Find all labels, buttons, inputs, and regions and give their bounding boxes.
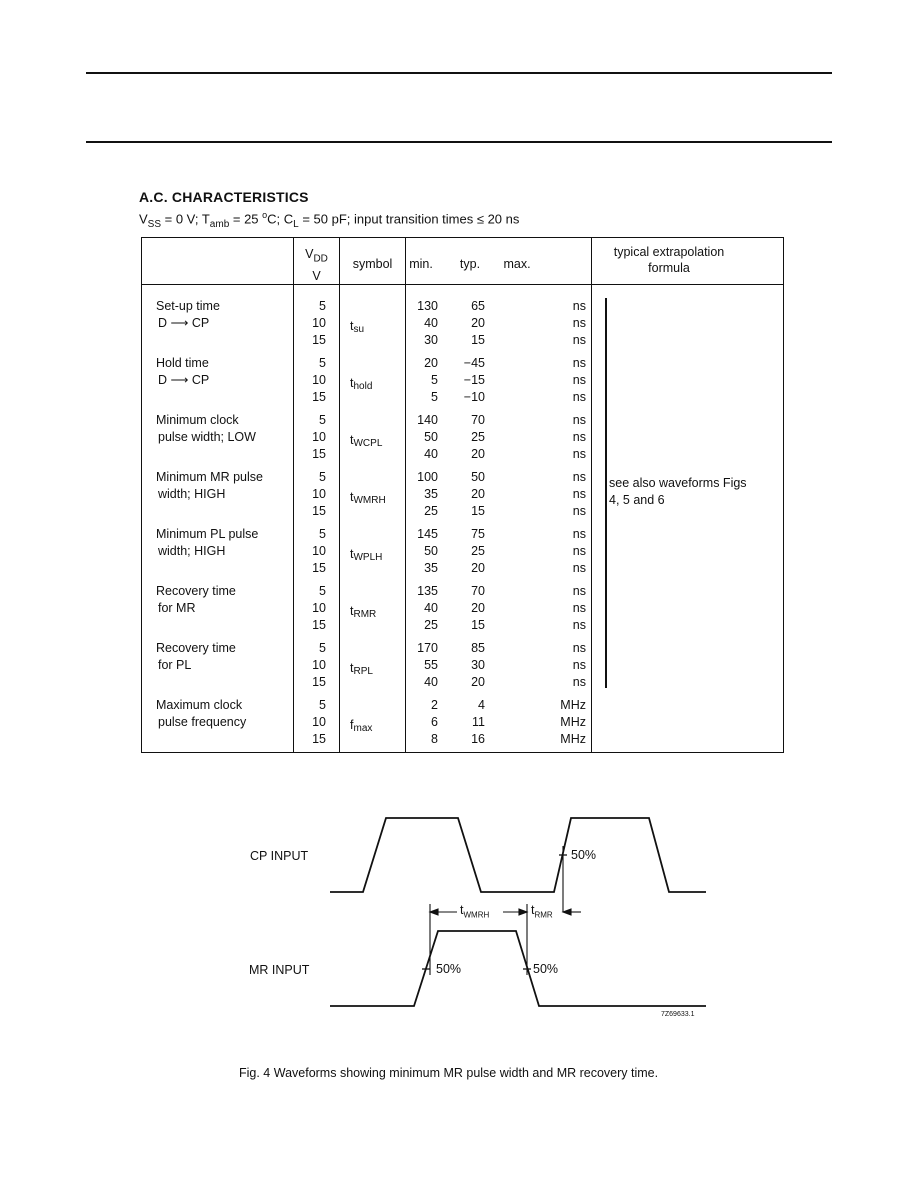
- typ-value: 75: [471, 527, 485, 541]
- unit-value: ns: [572, 544, 586, 558]
- typ-value: 85: [471, 641, 485, 655]
- unit-value: ns: [572, 390, 586, 404]
- typ-value: 15: [471, 333, 485, 347]
- min-value: 55: [424, 658, 438, 672]
- unit-value: ns: [572, 504, 586, 518]
- formula-note: see also waveforms Figs 4, 5 and 6: [609, 476, 747, 507]
- vdd-value: 5: [319, 584, 326, 598]
- vdd-value: 15: [312, 675, 326, 689]
- symbol-sub: WMRH: [353, 495, 386, 506]
- twmrh-label: $t_{WMRH}$: [460, 903, 490, 920]
- min-value: 30: [424, 333, 438, 347]
- param-label: pulse width; LOW: [158, 430, 256, 444]
- vdd-value: 15: [312, 561, 326, 575]
- typ-value: −45: [463, 356, 485, 370]
- symbol-main: t: [350, 376, 354, 390]
- param-label: width; HIGH: [158, 544, 226, 558]
- symbol-main: t: [350, 547, 354, 561]
- param-label: D ⟶ CP: [158, 316, 210, 330]
- param-label: Recovery time: [156, 641, 236, 655]
- vdd-value: 5: [319, 527, 326, 541]
- mr-input-label: MR INPUT: [249, 963, 310, 977]
- unit-value: MHz: [560, 732, 586, 746]
- vdd-value: 15: [312, 333, 326, 347]
- min-value: 6: [431, 715, 438, 729]
- mr-fall-50pct-label: 50%: [533, 962, 559, 976]
- min-value: 140: [417, 413, 438, 427]
- vdd-value: 10: [312, 658, 326, 672]
- unit-value: ns: [572, 316, 586, 330]
- vdd-value: 15: [312, 732, 326, 746]
- typ-value: 25: [471, 430, 485, 444]
- unit-value: ns: [572, 584, 586, 598]
- header-formula: typical extrapolation formula: [613, 245, 725, 275]
- typ-value: 65: [471, 299, 485, 313]
- min-value: 50: [424, 544, 438, 558]
- vdd-value: 5: [319, 698, 326, 712]
- unit-value: ns: [572, 487, 586, 501]
- min-value: 2: [431, 698, 438, 712]
- trmr-label: $t_{RMR}$: [531, 903, 553, 920]
- vdd-value: 5: [319, 641, 326, 655]
- mr-rise-50pct-label: 50%: [436, 962, 462, 976]
- unit-value: MHz: [560, 698, 586, 712]
- header-max: max.: [503, 257, 531, 271]
- figure-code: 7Z69633.1: [661, 1011, 695, 1018]
- symbol-main: t: [350, 604, 354, 618]
- trmr-dimension-arrow: [563, 909, 581, 915]
- param-label: Minimum clock: [156, 413, 239, 427]
- typ-value: 20: [471, 316, 485, 330]
- symbol-sub: max: [353, 723, 373, 734]
- vdd-value: 5: [319, 413, 326, 427]
- vdd-value: 5: [319, 470, 326, 484]
- symbol-sub: WPLH: [353, 552, 383, 563]
- min-value: 40: [424, 316, 438, 330]
- min-value: 25: [424, 618, 438, 632]
- typ-value: 20: [471, 675, 485, 689]
- typ-value: 4: [478, 698, 485, 712]
- symbol-sub: hold: [353, 381, 373, 392]
- min-value: 40: [424, 601, 438, 615]
- typ-value: 70: [471, 413, 485, 427]
- param-label: D ⟶ CP: [158, 373, 210, 387]
- symbol-main: t: [350, 433, 354, 447]
- param-label: Maximum clock: [156, 698, 243, 712]
- typ-value: 50: [471, 470, 485, 484]
- unit-value: ns: [572, 675, 586, 689]
- min-value: 25: [424, 504, 438, 518]
- unit-value: ns: [572, 447, 586, 461]
- figure-caption: Fig. 4 Waveforms showing minimum MR pulse width and MR recovery time.: [239, 1066, 659, 1080]
- min-value: 5: [431, 373, 438, 387]
- param-label: width; HIGH: [158, 487, 226, 501]
- typ-value: 11: [472, 715, 485, 729]
- min-value: 40: [424, 675, 438, 689]
- vdd-value: 15: [312, 618, 326, 632]
- header-typ: typ.: [459, 257, 481, 271]
- vdd-value: 10: [312, 373, 326, 387]
- typ-value: 20: [471, 601, 485, 615]
- section-heading: A.C. CHARACTERISTICS: [139, 189, 309, 205]
- min-value: 35: [424, 487, 438, 501]
- typ-value: −10: [463, 390, 485, 404]
- min-value: 35: [424, 561, 438, 575]
- unit-value: ns: [572, 561, 586, 575]
- unit-value: ns: [572, 658, 586, 672]
- symbol-main: t: [350, 661, 354, 675]
- param-label: Minimum MR pulse: [156, 470, 263, 484]
- symbol-main: f: [350, 718, 354, 732]
- vdd-value: 15: [312, 390, 326, 404]
- unit-value: ns: [572, 413, 586, 427]
- symbol-sub: RMR: [353, 609, 377, 620]
- min-value: 40: [424, 447, 438, 461]
- header-vdd: $V_{DD}$ V: [305, 247, 328, 283]
- min-value: 145: [417, 527, 438, 541]
- typ-value: 20: [471, 487, 485, 501]
- unit-value: ns: [572, 333, 586, 347]
- unit-value: MHz: [560, 715, 586, 729]
- min-value: 170: [417, 641, 438, 655]
- cp-input-waveform: [330, 818, 706, 892]
- typ-value: 15: [471, 504, 485, 518]
- typ-value: 20: [471, 561, 485, 575]
- unit-value: ns: [572, 601, 586, 615]
- unit-value: ns: [572, 641, 586, 655]
- unit-value: ns: [572, 373, 586, 387]
- min-value: 5: [431, 390, 438, 404]
- vdd-value: 10: [312, 715, 326, 729]
- param-label: for MR: [158, 601, 196, 615]
- unit-value: ns: [572, 618, 586, 632]
- typ-value: −15: [463, 373, 485, 387]
- param-label: Set-up time: [156, 299, 220, 313]
- unit-value: ns: [572, 299, 586, 313]
- vdd-value: 15: [312, 447, 326, 461]
- min-value: 8: [431, 732, 438, 746]
- test-conditions: $V_{SS} = 0$ V; $T_{amb} = 25$ $^o$C; $C_L = 50$ pF; input transition times ≤ 20 ns: [139, 210, 520, 230]
- cp-50pct-label: 50%: [571, 848, 597, 862]
- header-symbol: symbol: [352, 257, 393, 271]
- vdd-value: 5: [319, 356, 326, 370]
- typ-value: 16: [471, 732, 485, 746]
- mr-input-waveform: [330, 931, 706, 1006]
- typ-value: 70: [471, 584, 485, 598]
- unit-value: ns: [572, 470, 586, 484]
- vdd-value: 5: [319, 299, 326, 313]
- typ-value: 25: [471, 544, 485, 558]
- typ-value: 20: [471, 447, 485, 461]
- unit-value: ns: [572, 527, 586, 541]
- param-label: Hold time: [156, 356, 209, 370]
- symbol-sub: WCPL: [353, 438, 383, 449]
- header-min: min.: [409, 257, 433, 271]
- vdd-value: 10: [312, 544, 326, 558]
- vdd-value: 10: [312, 430, 326, 444]
- min-value: 100: [417, 470, 438, 484]
- min-value: 20: [424, 356, 438, 370]
- param-label: Recovery time: [156, 584, 236, 598]
- param-label: Minimum PL pulse: [156, 527, 259, 541]
- param-label: for PL: [158, 658, 192, 672]
- symbol-sub: su: [353, 324, 365, 335]
- param-label: pulse frequency: [158, 715, 247, 729]
- vdd-value: 15: [312, 504, 326, 518]
- unit-value: ns: [572, 356, 586, 370]
- typ-value: 30: [471, 658, 485, 672]
- typ-value: 15: [471, 618, 485, 632]
- min-value: 50: [424, 430, 438, 444]
- symbol-main: t: [350, 490, 354, 504]
- vdd-value: 10: [312, 316, 326, 330]
- symbol-sub: RPL: [353, 666, 373, 677]
- symbol-main: t: [350, 319, 354, 333]
- vdd-value: 10: [312, 487, 326, 501]
- cp-input-label: CP INPUT: [250, 849, 309, 863]
- min-value: 135: [417, 584, 438, 598]
- unit-value: ns: [572, 430, 586, 444]
- vdd-value: 10: [312, 601, 326, 615]
- min-value: 130: [417, 299, 438, 313]
